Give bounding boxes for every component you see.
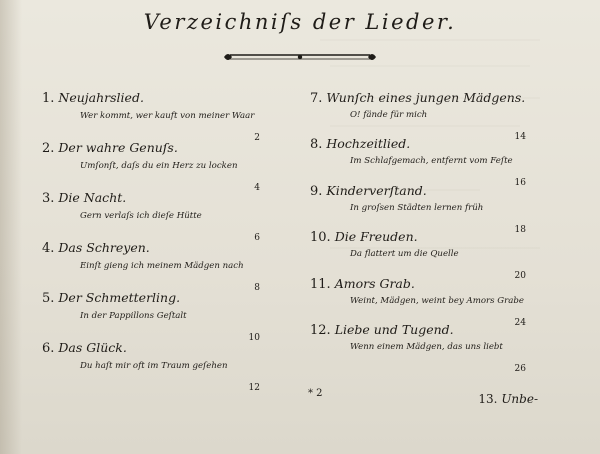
toc-entry[interactable] — [310, 229, 540, 282]
toc-column-right — [310, 90, 540, 374]
song-title: Das Glück. — [58, 340, 127, 355]
toc-entry[interactable] — [42, 290, 274, 343]
song-number: 4. — [42, 241, 55, 256]
song-number: 12. — [310, 322, 331, 338]
page-number: 4 — [254, 183, 260, 193]
toc-entry[interactable] — [42, 90, 274, 143]
song-first-line: Du haſt mir oft im Traum geſehen — [80, 361, 228, 371]
song-title: Amors Grab. — [334, 275, 415, 291]
page-number: 6 — [254, 233, 260, 243]
song-first-line: Umſonſt, daſs du ein Herz zu locken — [80, 161, 238, 171]
page-number: 26 — [514, 363, 526, 374]
song-number: 11. — [310, 276, 331, 292]
toc-entry[interactable] — [310, 321, 540, 374]
ornamental-rule — [222, 50, 378, 64]
signature-mark: * 2 — [308, 388, 323, 399]
page-number: 2 — [254, 133, 260, 143]
catchword-text: Unbe- — [501, 392, 538, 406]
page-number: 8 — [254, 283, 260, 293]
page-number: 10 — [248, 333, 260, 343]
song-title: Die Freuden. — [334, 229, 418, 245]
page-number: 14 — [514, 132, 526, 142]
song-title: Das Schreyen. — [58, 240, 150, 255]
song-first-line: Wenn einem Mädgen, das uns liebt — [350, 341, 503, 352]
song-title: Hochzeitlied. — [326, 136, 411, 152]
song-number: 9. — [310, 183, 323, 199]
song-title: Der wahre Genuſs. — [58, 140, 178, 155]
toc-entry[interactable] — [310, 275, 540, 328]
catchword — [478, 392, 538, 406]
toc-entry[interactable] — [310, 182, 540, 235]
song-first-line: In groſsen Städten lernen früh — [350, 202, 484, 213]
song-first-line: O! fände für mich — [350, 110, 428, 120]
page-number: 16 — [514, 178, 526, 189]
song-number: 5. — [42, 291, 55, 306]
page-number: 24 — [514, 317, 526, 328]
song-number: 3. — [42, 191, 55, 206]
song-number: 10. — [310, 230, 331, 246]
toc-entry[interactable] — [42, 240, 274, 293]
toc-entry[interactable] — [42, 140, 274, 193]
toc-entry[interactable] — [42, 190, 274, 243]
song-title: Wunſch eines jungen Mädgens. — [326, 90, 526, 105]
song-first-line: Gern verlaſs ich dieſe Hütte — [80, 211, 202, 221]
song-title: Der Schmetterling. — [58, 290, 181, 305]
toc-column-left — [42, 90, 274, 393]
song-first-line: Da flattert um die Quelle — [350, 249, 459, 260]
song-first-line: Weint, Mädgen, weint bey Amors Grabe — [350, 295, 524, 306]
song-number: 8. — [310, 137, 323, 153]
toc-entry[interactable] — [42, 340, 274, 393]
song-number: 2. — [42, 141, 55, 156]
song-number: 6. — [42, 341, 55, 356]
toc-entry[interactable] — [310, 136, 540, 189]
page-number: 20 — [514, 271, 526, 282]
song-title: Liebe und Tugend. — [334, 321, 454, 337]
song-title: Die Nacht. — [58, 190, 127, 205]
song-number: 7. — [310, 91, 323, 106]
catchword-number: 13. — [478, 392, 498, 406]
song-title: Kinderverſtand. — [326, 182, 427, 198]
song-first-line: In der Pappillons Geſtalt — [80, 311, 187, 321]
song-title: Neujahrslied. — [58, 90, 144, 105]
toc-entry[interactable] — [310, 90, 540, 142]
song-first-line: Im Schlafgemach, entfernt vom Feſte — [350, 156, 513, 167]
song-first-line: Wer kommt, wer kauft von meiner Waar — [80, 111, 255, 121]
page-number: 18 — [514, 224, 526, 235]
page-title: Verzeichniſs der Lieder. — [143, 10, 457, 34]
page-number: 12 — [248, 383, 260, 393]
song-number: 1. — [42, 91, 55, 106]
song-first-line: Einſt gieng ich meinem Mädgen nach — [80, 261, 244, 271]
